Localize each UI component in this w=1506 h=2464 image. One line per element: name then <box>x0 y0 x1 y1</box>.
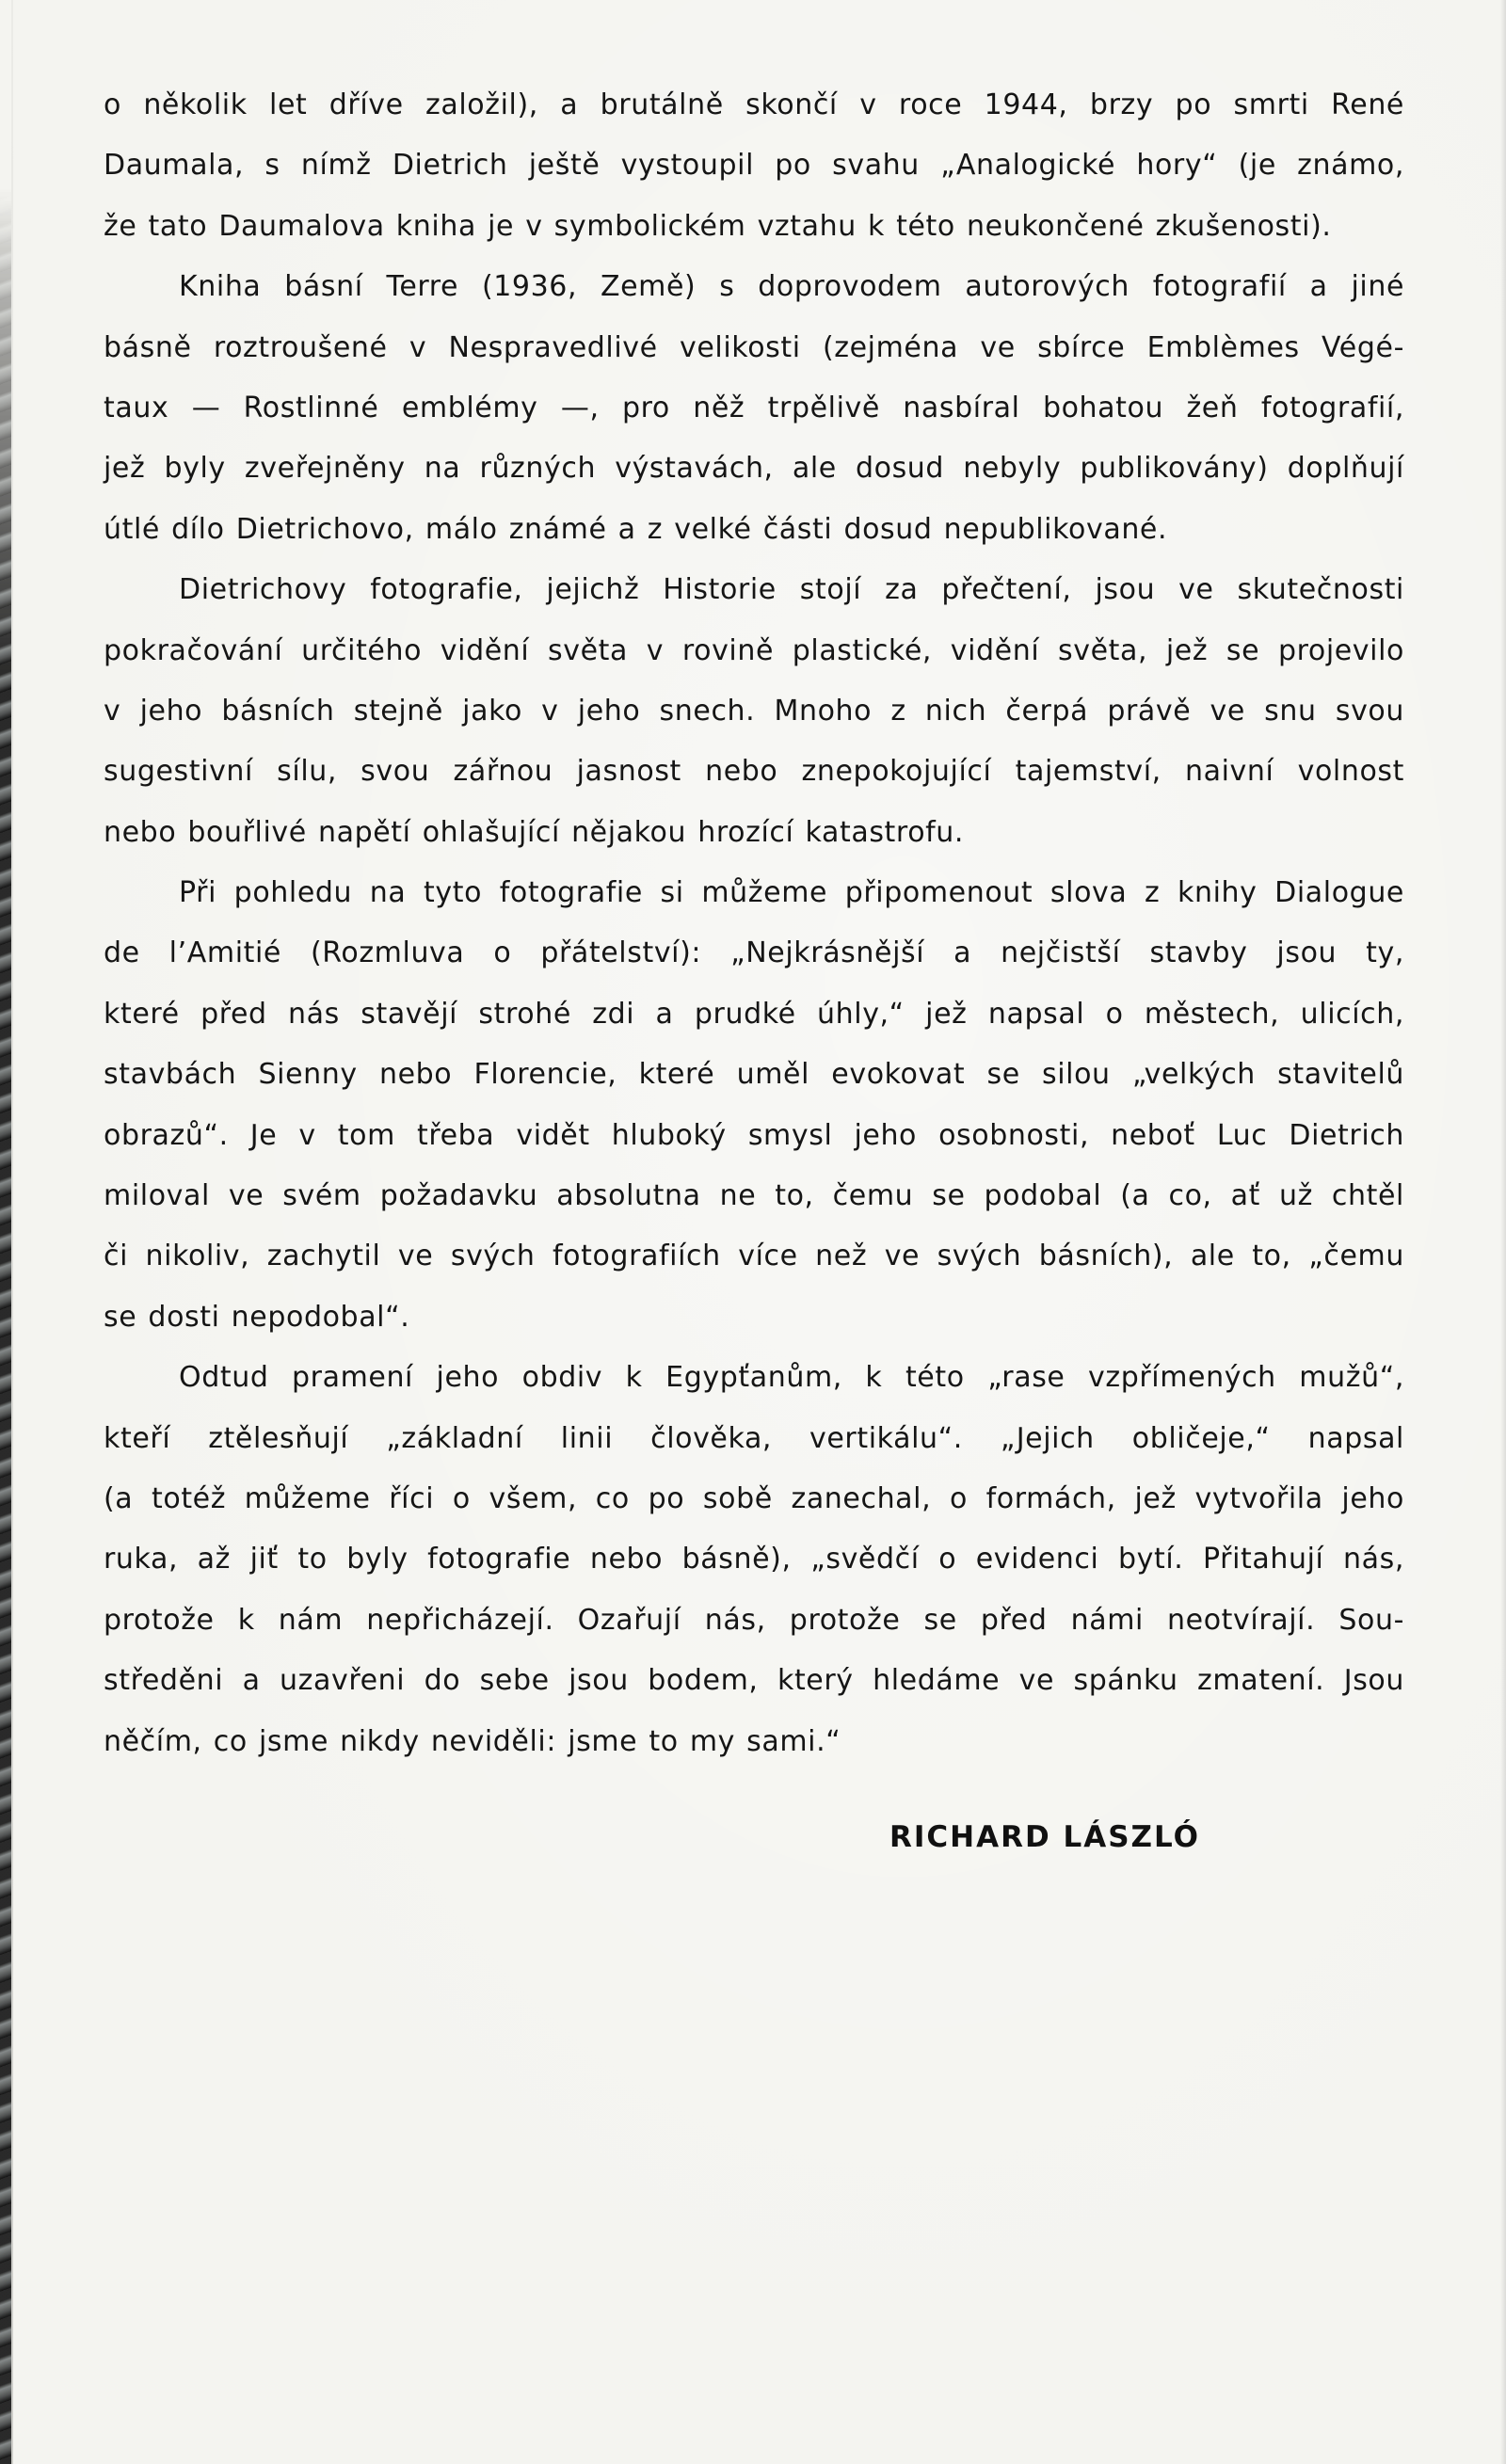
text-line: taux — Rostlinné emblémy —, pro něž trpělivě nasbíral bohatou žeň fotografií, <box>104 391 1404 424</box>
text-line: protože k nám nepřicházejí. Ozařují nás, protože se před námi neotvírají. Sou- <box>104 1603 1404 1637</box>
paragraph-5 <box>104 1348 1404 1772</box>
text-line: útlé dílo Dietrichovo, málo známé a z velké části dosud nepublikované. <box>104 512 1168 546</box>
text-line: či nikoliv, zachytil ve svých fotografiích více než ve svých básních), ale to, „čemu <box>104 1240 1404 1273</box>
paragraph-1 <box>104 75 1404 257</box>
text-line: ruka, až jiť to byly fotografie nebo básně), „svědčí o evidenci bytí. Přitahují nás, <box>104 1543 1404 1576</box>
paragraph-2 <box>104 257 1404 560</box>
text-line: Při pohledu na tyto fotografie si můžeme připomenout slova z knihy Dialogue <box>179 876 1404 910</box>
text-line: se dosti nepodobal“. <box>104 1300 410 1334</box>
text-line: Kniha básní Terre (1936, Země) s doprovodem autorových fotografií a jiné <box>179 270 1404 304</box>
body-text <box>104 75 1404 1772</box>
binding-edge-highlight <box>11 0 13 2464</box>
text-line: miloval ve svém požadavku absolutna ne to, čemu se podobal (a co, ať už chtěl <box>104 1179 1404 1213</box>
text-line: nebo bouřlivé napětí ohlašující nějakou hrozící katastrofu. <box>104 815 965 849</box>
text-line: de l’Amitié (Rozmluva o přátelství): „Nejkrásnější a nejčistší stavby jsou ty, <box>104 936 1404 970</box>
text-line: středěni a uzavřeni do sebe jsou bodem, který hledáme ve spánku zmatení. Jsou <box>104 1664 1404 1698</box>
binding-edge-strip <box>0 188 11 2464</box>
text-line: jež byly zveřejněny na různých výstavách, ale dosud nebyly publikovány) doplňují <box>104 452 1404 486</box>
text-line: Dietrichovy fotografie, jejichž Historie stojí za přečtení, jsou ve skutečnosti <box>179 573 1404 607</box>
text-line: že tato Daumalova kniha je v symbolickém vztahu k této neukončené zkušenosti). <box>104 209 1332 243</box>
paragraph-3 <box>104 560 1404 863</box>
text-line: Daumala, s nímž Dietrich ještě vystoupil po svahu „Analogické hory“ (je známo, <box>104 149 1404 183</box>
text-line: sugestivní sílu, svou zářnou jasnost nebo znepokojující tajemství, naivní volnost <box>104 755 1404 789</box>
paragraph-4 <box>104 863 1404 1348</box>
right-edge-shadow <box>1500 0 1506 2464</box>
author-signature: RICHARD LÁSZLÓ <box>889 1820 1201 1854</box>
text-line: něčím, co jsme nikdy neviděli: jsme to my sami.“ <box>104 1724 841 1758</box>
text-line: které před nás stavějí strohé zdi a prudké úhly,“ jež napsal o městech, ulicích, <box>104 997 1404 1031</box>
text-line: pokračování určitého vidění světa v rovině plastické, vidění světa, jež se projevilo <box>104 633 1404 667</box>
text-line: o několik let dříve založil), a brutálně skončí v roce 1944, brzy po smrti René <box>104 88 1404 121</box>
text-line: Odtud pramení jeho obdiv k Egypťanům, k této „rase vzpřímených mužů“, <box>179 1361 1404 1395</box>
text-line: obrazů“. Je v tom třeba vidět hluboký smysl jeho osobnosti, neboť Luc Dietrich <box>104 1118 1404 1152</box>
text-line: básně roztroušené v Nespravedlivé velikosti (zejména ve sbírce Emblèmes Végé- <box>104 330 1404 364</box>
text-line: v jeho básních stejně jako v jeho snech. Mnoho z nich čerpá právě ve snu svou <box>104 694 1404 728</box>
text-line: (a totéž můžeme říci o všem, co po sobě zanechal, o formách, jež vytvořila jeho <box>104 1481 1404 1515</box>
text-line: kteří ztělesňují „základní linii člověka, vertikálu“. „Jejich obličeje,“ napsal <box>104 1421 1404 1455</box>
text-line: stavbách Sienny nebo Florencie, které uměl evokovat se silou „velkých stavitelů <box>104 1058 1404 1092</box>
